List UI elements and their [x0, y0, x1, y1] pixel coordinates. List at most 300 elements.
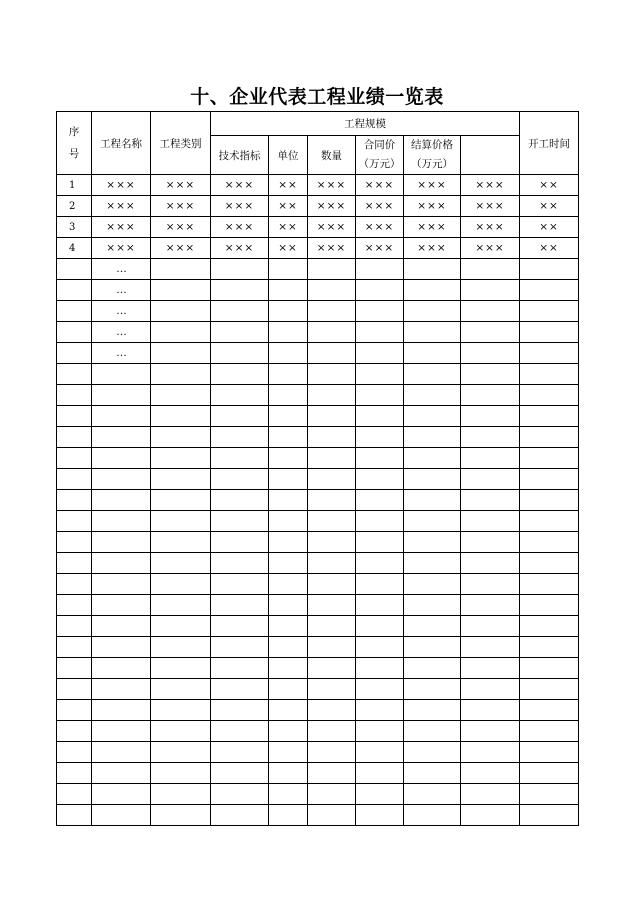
cell-completion-date	[520, 595, 579, 616]
table-row	[57, 217, 579, 238]
cell-project-category	[151, 742, 211, 763]
cell-project-category	[151, 259, 211, 280]
cell-contract-price	[356, 532, 404, 553]
table-row	[57, 532, 579, 553]
cell-contract-price	[356, 763, 404, 784]
cell-tech-index	[211, 742, 269, 763]
cell-project-category: ×××	[151, 175, 211, 196]
cell-completion-date	[520, 700, 579, 721]
cell-settlement-price	[404, 595, 461, 616]
cell-project-name	[92, 616, 151, 637]
cell-unit	[269, 301, 308, 322]
cell-project-name	[92, 805, 151, 826]
cell-project-category	[151, 364, 211, 385]
cell-project-name: …	[92, 343, 151, 364]
cell-tech-index	[211, 490, 269, 511]
cell-contract-price	[356, 322, 404, 343]
cell-contract-price	[356, 742, 404, 763]
cell-start-date	[461, 637, 520, 658]
cell-serial	[57, 280, 92, 301]
cell-settlement-price	[404, 784, 461, 805]
header-settlement-price	[404, 136, 461, 175]
table-row	[57, 637, 579, 658]
cell-completion-date: ××	[520, 175, 579, 196]
table-row	[57, 364, 579, 385]
cell-project-name: ×××	[92, 196, 151, 217]
cell-unit	[269, 679, 308, 700]
cell-tech-index	[211, 511, 269, 532]
cell-unit	[269, 343, 308, 364]
cell-project-name	[92, 406, 151, 427]
cell-start-date	[461, 427, 520, 448]
cell-settlement-price	[404, 427, 461, 448]
header-project-name: 工程名称	[92, 112, 151, 175]
cell-contract-price	[356, 721, 404, 742]
cell-start-date	[461, 721, 520, 742]
header-unit: 单位	[269, 136, 308, 175]
cell-completion-date: ××	[520, 196, 579, 217]
cell-quantity	[308, 763, 356, 784]
table-row	[57, 385, 579, 406]
cell-settlement-price	[404, 574, 461, 595]
cell-quantity	[308, 616, 356, 637]
cell-unit	[269, 574, 308, 595]
cell-tech-index	[211, 784, 269, 805]
project-performance-table	[56, 111, 579, 826]
cell-tech-index	[211, 343, 269, 364]
cell-serial	[57, 595, 92, 616]
cell-quantity	[308, 679, 356, 700]
cell-unit	[269, 763, 308, 784]
cell-contract-price	[356, 595, 404, 616]
cell-project-name	[92, 700, 151, 721]
cell-completion-date	[520, 448, 579, 469]
cell-contract-price	[356, 658, 404, 679]
cell-project-category	[151, 616, 211, 637]
cell-completion-date	[520, 721, 579, 742]
cell-serial	[57, 616, 92, 637]
table-row	[57, 679, 579, 700]
table-row	[57, 259, 579, 280]
cell-project-category	[151, 511, 211, 532]
cell-start-date	[461, 364, 520, 385]
cell-project-category	[151, 784, 211, 805]
cell-completion-date	[520, 574, 579, 595]
cell-unit	[269, 553, 308, 574]
cell-unit	[269, 448, 308, 469]
cell-completion-date	[520, 364, 579, 385]
cell-tech-index	[211, 700, 269, 721]
cell-serial	[57, 322, 92, 343]
cell-contract-price	[356, 280, 404, 301]
cell-start-date	[461, 280, 520, 301]
table-row	[57, 553, 579, 574]
cell-quantity	[308, 511, 356, 532]
cell-quantity	[308, 721, 356, 742]
cell-start-date	[461, 742, 520, 763]
cell-serial	[57, 679, 92, 700]
cell-tech-index: ×××	[211, 217, 269, 238]
cell-tech-index	[211, 679, 269, 700]
header-serial-top: 序	[68, 126, 80, 138]
cell-unit	[269, 364, 308, 385]
cell-tech-index	[211, 721, 269, 742]
cell-unit	[269, 469, 308, 490]
cell-unit: ××	[269, 217, 308, 238]
cell-serial: 3	[57, 217, 92, 238]
cell-unit	[269, 595, 308, 616]
cell-serial	[57, 259, 92, 280]
cell-settlement-price	[404, 637, 461, 658]
cell-project-category	[151, 322, 211, 343]
cell-unit	[269, 658, 308, 679]
cell-serial	[57, 385, 92, 406]
cell-project-category	[151, 469, 211, 490]
cell-tech-index	[211, 448, 269, 469]
cell-quantity: ×××	[308, 217, 356, 238]
cell-quantity	[308, 448, 356, 469]
cell-start-date	[461, 259, 520, 280]
cell-quantity: ×××	[308, 196, 356, 217]
cell-contract-price	[356, 364, 404, 385]
cell-project-category	[151, 490, 211, 511]
cell-contract-price: ×××	[356, 175, 404, 196]
cell-contract-price: ×××	[356, 217, 404, 238]
cell-tech-index	[211, 301, 269, 322]
cell-start-date	[461, 616, 520, 637]
cell-contract-price	[356, 448, 404, 469]
cell-settlement-price	[404, 532, 461, 553]
cell-serial	[57, 742, 92, 763]
header-contract-price-line1: 合同价	[363, 139, 396, 151]
cell-tech-index	[211, 385, 269, 406]
cell-settlement-price: ×××	[404, 196, 461, 217]
cell-start-date: ×××	[461, 175, 520, 196]
cell-completion-date	[520, 679, 579, 700]
cell-tech-index	[211, 469, 269, 490]
table-row	[57, 427, 579, 448]
cell-project-category	[151, 679, 211, 700]
cell-start-date: ×××	[461, 238, 520, 259]
cell-serial	[57, 637, 92, 658]
cell-quantity	[308, 805, 356, 826]
cell-project-category	[151, 805, 211, 826]
cell-completion-date	[520, 553, 579, 574]
cell-settlement-price	[404, 742, 461, 763]
table-row	[57, 700, 579, 721]
cell-completion-date	[520, 280, 579, 301]
cell-unit	[269, 385, 308, 406]
cell-settlement-price	[404, 322, 461, 343]
header-scale-group: 工程规模	[211, 112, 520, 136]
cell-settlement-price	[404, 301, 461, 322]
cell-contract-price	[356, 343, 404, 364]
cell-project-category	[151, 700, 211, 721]
cell-completion-date	[520, 532, 579, 553]
cell-start-date: ×××	[461, 217, 520, 238]
cell-settlement-price	[404, 343, 461, 364]
header-serial-bottom: 号	[68, 148, 80, 160]
cell-contract-price	[356, 784, 404, 805]
header-project-category: 工程类别	[151, 112, 211, 175]
cell-quantity	[308, 280, 356, 301]
cell-completion-date	[520, 406, 579, 427]
cell-project-category	[151, 595, 211, 616]
cell-unit: ××	[269, 175, 308, 196]
cell-serial	[57, 658, 92, 679]
cell-start-date	[461, 574, 520, 595]
cell-settlement-price	[404, 658, 461, 679]
cell-quantity	[308, 574, 356, 595]
cell-project-category	[151, 343, 211, 364]
table-row	[57, 595, 579, 616]
cell-project-name: …	[92, 280, 151, 301]
cell-quantity	[308, 742, 356, 763]
cell-tech-index	[211, 322, 269, 343]
table-row	[57, 280, 579, 301]
cell-contract-price: ×××	[356, 238, 404, 259]
cell-tech-index	[211, 259, 269, 280]
cell-contract-price	[356, 406, 404, 427]
cell-quantity	[308, 637, 356, 658]
cell-quantity	[308, 385, 356, 406]
cell-settlement-price	[404, 385, 461, 406]
cell-tech-index	[211, 427, 269, 448]
cell-unit: ××	[269, 238, 308, 259]
cell-settlement-price	[404, 280, 461, 301]
cell-quantity	[308, 301, 356, 322]
cell-tech-index	[211, 364, 269, 385]
cell-quantity	[308, 427, 356, 448]
cell-quantity	[308, 595, 356, 616]
cell-contract-price	[356, 637, 404, 658]
table-row	[57, 343, 579, 364]
cell-contract-price	[356, 301, 404, 322]
cell-project-name	[92, 427, 151, 448]
cell-project-name: ×××	[92, 217, 151, 238]
cell-contract-price	[356, 259, 404, 280]
table-row	[57, 616, 579, 637]
cell-serial	[57, 532, 92, 553]
cell-completion-date	[520, 805, 579, 826]
cell-project-category	[151, 406, 211, 427]
cell-completion-date	[520, 469, 579, 490]
cell-project-name: …	[92, 259, 151, 280]
cell-completion-date	[520, 427, 579, 448]
cell-unit	[269, 616, 308, 637]
cell-serial	[57, 805, 92, 826]
cell-serial: 4	[57, 238, 92, 259]
cell-project-name	[92, 511, 151, 532]
cell-project-category: ×××	[151, 196, 211, 217]
cell-tech-index	[211, 595, 269, 616]
cell-settlement-price	[404, 553, 461, 574]
cell-unit	[269, 259, 308, 280]
table-row	[57, 742, 579, 763]
cell-unit	[269, 490, 308, 511]
cell-start-date	[461, 532, 520, 553]
cell-quantity	[308, 469, 356, 490]
table-row	[57, 301, 579, 322]
cell-serial	[57, 700, 92, 721]
cell-project-category: ×××	[151, 217, 211, 238]
cell-quantity: ×××	[308, 175, 356, 196]
cell-contract-price	[356, 490, 404, 511]
cell-completion-date	[520, 301, 579, 322]
cell-completion-date: ××	[520, 238, 579, 259]
cell-quantity	[308, 658, 356, 679]
header-quantity: 数量	[308, 136, 356, 175]
cell-settlement-price	[404, 448, 461, 469]
cell-completion-date	[520, 490, 579, 511]
header-start-date: 开工时间	[520, 112, 579, 175]
cell-tech-index	[211, 406, 269, 427]
page-title: 十、企业代表工程业绩一览表	[190, 86, 444, 108]
table-body	[57, 175, 579, 826]
cell-contract-price	[356, 574, 404, 595]
table-row	[57, 574, 579, 595]
cell-completion-date	[520, 742, 579, 763]
cell-start-date	[461, 490, 520, 511]
header-serial	[57, 112, 92, 175]
cell-unit	[269, 427, 308, 448]
cell-settlement-price	[404, 616, 461, 637]
cell-tech-index: ×××	[211, 175, 269, 196]
header-settlement-price-line1: 结算价格	[411, 139, 453, 151]
cell-settlement-price	[404, 406, 461, 427]
cell-contract-price	[356, 700, 404, 721]
table-row	[57, 721, 579, 742]
cell-start-date	[461, 805, 520, 826]
cell-quantity	[308, 322, 356, 343]
cell-project-category	[151, 637, 211, 658]
cell-tech-index	[211, 805, 269, 826]
cell-project-category	[151, 574, 211, 595]
cell-contract-price	[356, 511, 404, 532]
cell-project-name	[92, 553, 151, 574]
cell-tech-index	[211, 616, 269, 637]
cell-quantity	[308, 784, 356, 805]
table-row	[57, 805, 579, 826]
cell-quantity	[308, 343, 356, 364]
cell-project-name	[92, 658, 151, 679]
cell-quantity	[308, 406, 356, 427]
cell-settlement-price	[404, 721, 461, 742]
cell-start-date	[461, 679, 520, 700]
table-row	[57, 784, 579, 805]
cell-serial	[57, 511, 92, 532]
cell-quantity	[308, 532, 356, 553]
cell-tech-index: ×××	[211, 196, 269, 217]
cell-unit	[269, 721, 308, 742]
cell-completion-date	[520, 616, 579, 637]
cell-settlement-price	[404, 490, 461, 511]
cell-completion-date	[520, 259, 579, 280]
cell-settlement-price	[404, 700, 461, 721]
cell-settlement-price	[404, 469, 461, 490]
cell-settlement-price	[404, 679, 461, 700]
cell-unit	[269, 532, 308, 553]
cell-settlement-price	[404, 805, 461, 826]
cell-contract-price	[356, 469, 404, 490]
cell-settlement-price	[404, 763, 461, 784]
cell-project-name	[92, 574, 151, 595]
table-row	[57, 406, 579, 427]
cell-unit	[269, 406, 308, 427]
cell-completion-date	[520, 763, 579, 784]
cell-unit	[269, 280, 308, 301]
cell-settlement-price: ×××	[404, 238, 461, 259]
cell-contract-price	[356, 679, 404, 700]
cell-project-category: ×××	[151, 238, 211, 259]
cell-tech-index	[211, 637, 269, 658]
cell-unit	[269, 322, 308, 343]
cell-contract-price	[356, 805, 404, 826]
header-contract-price	[356, 136, 404, 175]
cell-start-date	[461, 385, 520, 406]
cell-project-name: …	[92, 301, 151, 322]
cell-tech-index	[211, 532, 269, 553]
cell-project-name	[92, 385, 151, 406]
header-contract-price-line2: （万元）	[358, 158, 401, 170]
cell-completion-date: ××	[520, 217, 579, 238]
cell-contract-price: ×××	[356, 196, 404, 217]
cell-unit	[269, 700, 308, 721]
cell-tech-index	[211, 574, 269, 595]
cell-completion-date	[520, 784, 579, 805]
cell-unit	[269, 637, 308, 658]
cell-start-date	[461, 763, 520, 784]
cell-start-date	[461, 448, 520, 469]
cell-project-name: ×××	[92, 175, 151, 196]
cell-project-name	[92, 784, 151, 805]
cell-project-name	[92, 448, 151, 469]
cell-start-date: ×××	[461, 196, 520, 217]
cell-unit	[269, 511, 308, 532]
cell-start-date	[461, 658, 520, 679]
cell-unit	[269, 784, 308, 805]
cell-serial	[57, 721, 92, 742]
cell-start-date	[461, 595, 520, 616]
cell-settlement-price: ×××	[404, 217, 461, 238]
table-row	[57, 658, 579, 679]
cell-project-name	[92, 595, 151, 616]
cell-start-date	[461, 784, 520, 805]
cell-project-name	[92, 469, 151, 490]
cell-quantity	[308, 700, 356, 721]
cell-start-date	[461, 301, 520, 322]
cell-project-category	[151, 385, 211, 406]
cell-start-date	[461, 343, 520, 364]
cell-serial	[57, 784, 92, 805]
cell-start-date	[461, 322, 520, 343]
cell-serial: 2	[57, 196, 92, 217]
cell-project-name	[92, 763, 151, 784]
cell-project-category	[151, 427, 211, 448]
table-row	[57, 238, 579, 259]
cell-settlement-price	[404, 364, 461, 385]
cell-completion-date	[520, 322, 579, 343]
cell-start-date	[461, 511, 520, 532]
table-row	[57, 490, 579, 511]
cell-project-category	[151, 763, 211, 784]
table-row	[57, 175, 579, 196]
cell-quantity	[308, 553, 356, 574]
cell-tech-index: ×××	[211, 238, 269, 259]
cell-completion-date	[520, 343, 579, 364]
cell-completion-date	[520, 637, 579, 658]
cell-start-date	[461, 700, 520, 721]
